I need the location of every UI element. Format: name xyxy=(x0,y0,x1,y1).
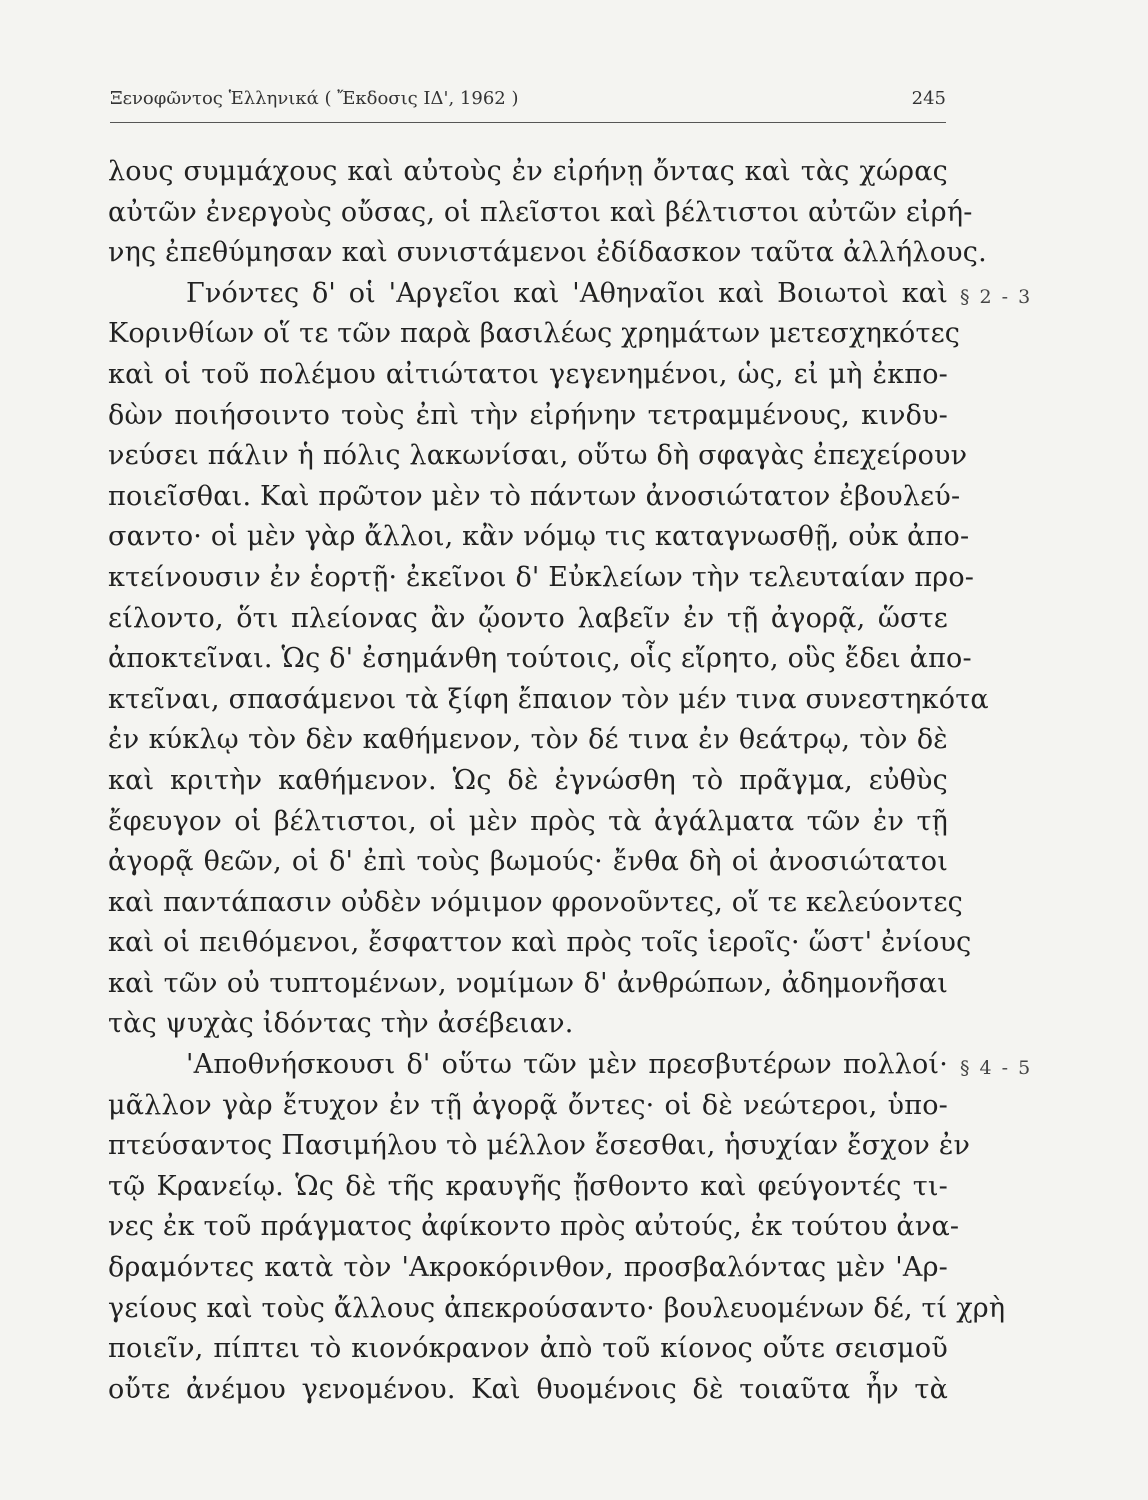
section-marker: § 4 - 5 xyxy=(960,1057,1033,1079)
running-title: Ξενοφῶντος Ἑλληνικά ( Ἔκδοσις ΙΔ', 1962 ) xyxy=(110,88,519,109)
text-line: νης ἐπεθύμησαν καὶ συνιστάμενοι ἐδίδασκον ταῦτα ἀλλήλους. xyxy=(108,237,987,269)
text-line: ἀγορᾷ θεῶν, οἱ δ' ἐπὶ τοὺς βωμούς· ἔνθα δὴ οἱ ἀνοσιώτατοι xyxy=(108,846,948,878)
text-line: αὐτῶν ἐνεργοὺς οὔσας, οἱ πλεῖστοι καὶ βέλτιστοι αὐτῶν εἰρή- xyxy=(108,196,973,228)
text-line: 'Αποθνήσκουσι δ' οὕτω τῶν μὲν πρεσβυτέρων πολλοί· xyxy=(186,1049,948,1081)
text-line: μᾶλλον γὰρ ἔτυχον ἐν τῇ ἀγορᾷ ὄντες· οἱ δὲ νεώτεροι, ὑπο- xyxy=(108,1089,948,1121)
text-line: Γνόντες δ' οἱ 'Αργεῖοι καὶ 'Αθηναῖοι καὶ Βοιωτοὶ καὶ xyxy=(186,277,948,309)
text-line: νεύσει πάλιν ἡ πόλις λακωνίσαι, οὕτω δὴ σφαγὰς ἐπεχείρουν xyxy=(108,440,968,472)
text-line: Κορινθίων οἵ τε τῶν παρὰ βασιλέως χρημάτων μετεσχηκότες xyxy=(108,318,961,350)
header-rule xyxy=(110,122,946,123)
text-line: καὶ οἱ τοῦ πολέμου αἰτιώτατοι γεγενημένοι, ὡς, εἰ μὴ ἐκπο- xyxy=(108,358,948,390)
text-line: καὶ οἱ πειθόμενοι, ἔσφαττον καὶ πρὸς τοῖς ἱεροῖς· ὥστ' ἐνίους xyxy=(108,927,972,959)
text-line: καὶ τῶν οὐ τυπτομένων, νομίμων δ' ἀνθρώπων, ἀδημονῆσαι xyxy=(108,967,948,999)
text-line: καὶ κριτὴν καθήμενον. Ὡς δὲ ἐγνώσθη τὸ πρᾶγμα, εὐθὺς xyxy=(108,764,948,796)
text-line: τὰς ψυχὰς ἰδόντας τὴν ἀσέβειαν. xyxy=(108,1008,574,1040)
text-line: ποιεῖσθαι. Καὶ πρῶτον μὲν τὸ πάντων ἀνοσιώτατον ἐβουλεύ- xyxy=(108,480,961,512)
text-line: πτεύσαντος Πασιμήλου τὸ μέλλον ἔσεσθαι, ἡσυχίαν ἔσχον ἐν xyxy=(108,1130,971,1162)
text-line: ποιεῖν, πίπτει τὸ κιονόκρανον ἀπὸ τοῦ κίονος οὔτε σεισμοῦ xyxy=(108,1333,948,1365)
text-line: καὶ παντάπασιν οὐδὲν νόμιμον φρονοῦντες, οἵ τε κελεύοντες xyxy=(108,886,964,918)
text-line: λους συμμάχους καὶ αὐτοὺς ἐν εἰρήνῃ ὄντας καὶ τὰς χώρας xyxy=(108,156,948,187)
section-marker: § 2 - 3 xyxy=(960,286,1033,308)
text-line: ἐν κύκλῳ τὸν δὲν καθήμενον, τὸν δέ τινα ἐν θεάτρῳ, τὸν δὲ xyxy=(108,724,948,756)
running-head xyxy=(110,88,946,109)
text-line: δὼν ποιήσοιντο τοὺς ἐπὶ τὴν εἰρήνην τετραμμένους, κινδυ- xyxy=(108,399,948,431)
page-number: 245 xyxy=(911,88,946,109)
text-line: δραμόντες κατὰ τὸν 'Ακροκόρινθον, προσβαλόντας μὲν 'Αρ- xyxy=(108,1252,948,1284)
text-line: κτείνουσιν ἐν ἑορτῇ· ἐκεῖνοι δ' Εὐκλείων τὴν τελευταίαν προ- xyxy=(108,561,975,593)
text-line: είλοντο, ὅτι πλείονας ἂν ᾤοντο λαβεῖν ἐν τῇ ἀγορᾷ, ὥστε xyxy=(108,602,948,634)
text-line: τῷ Κρανείῳ. Ὡς δὲ τῆς κραυγῆς ᾔσθοντο καὶ φεύγοντές τι- xyxy=(108,1170,948,1202)
text-line: ἔφευγον οἱ βέλτιστοι, οἱ μὲν πρὸς τὰ ἀγάλματα τῶν ἐν τῇ xyxy=(108,805,948,837)
text-line: σαντο· οἱ μὲν γὰρ ἄλλοι, κἂν νόμῳ τις καταγνωσθῇ, οὐκ ἀπο- xyxy=(108,521,970,553)
text-line: ἀποκτεῖναι. Ὡς δ' ἐσημάνθη τούτοις, οἷς εἴρητο, οὓς ἔδει ἀπο- xyxy=(108,643,972,675)
text-line: γείους καὶ τοὺς ἄλλους ἀπεκρούσαντο· βουλευομένων δέ, τί χρὴ xyxy=(108,1292,1006,1324)
text-line: νες ἐκ τοῦ πράγματος ἀφίκοντο πρὸς αὐτούς, ἐκ τούτου ἀνα- xyxy=(108,1211,960,1243)
text-line: κτεῖναι, σπασάμενοι τὰ ξίφη ἔπαιον τὸν μέν τινα συνεστηκότα xyxy=(108,683,989,715)
text-line: οὔτε ἀνέμου γενομένου. Καὶ θυομένοις δὲ τοιαῦτα ἦν τὰ xyxy=(108,1373,948,1405)
